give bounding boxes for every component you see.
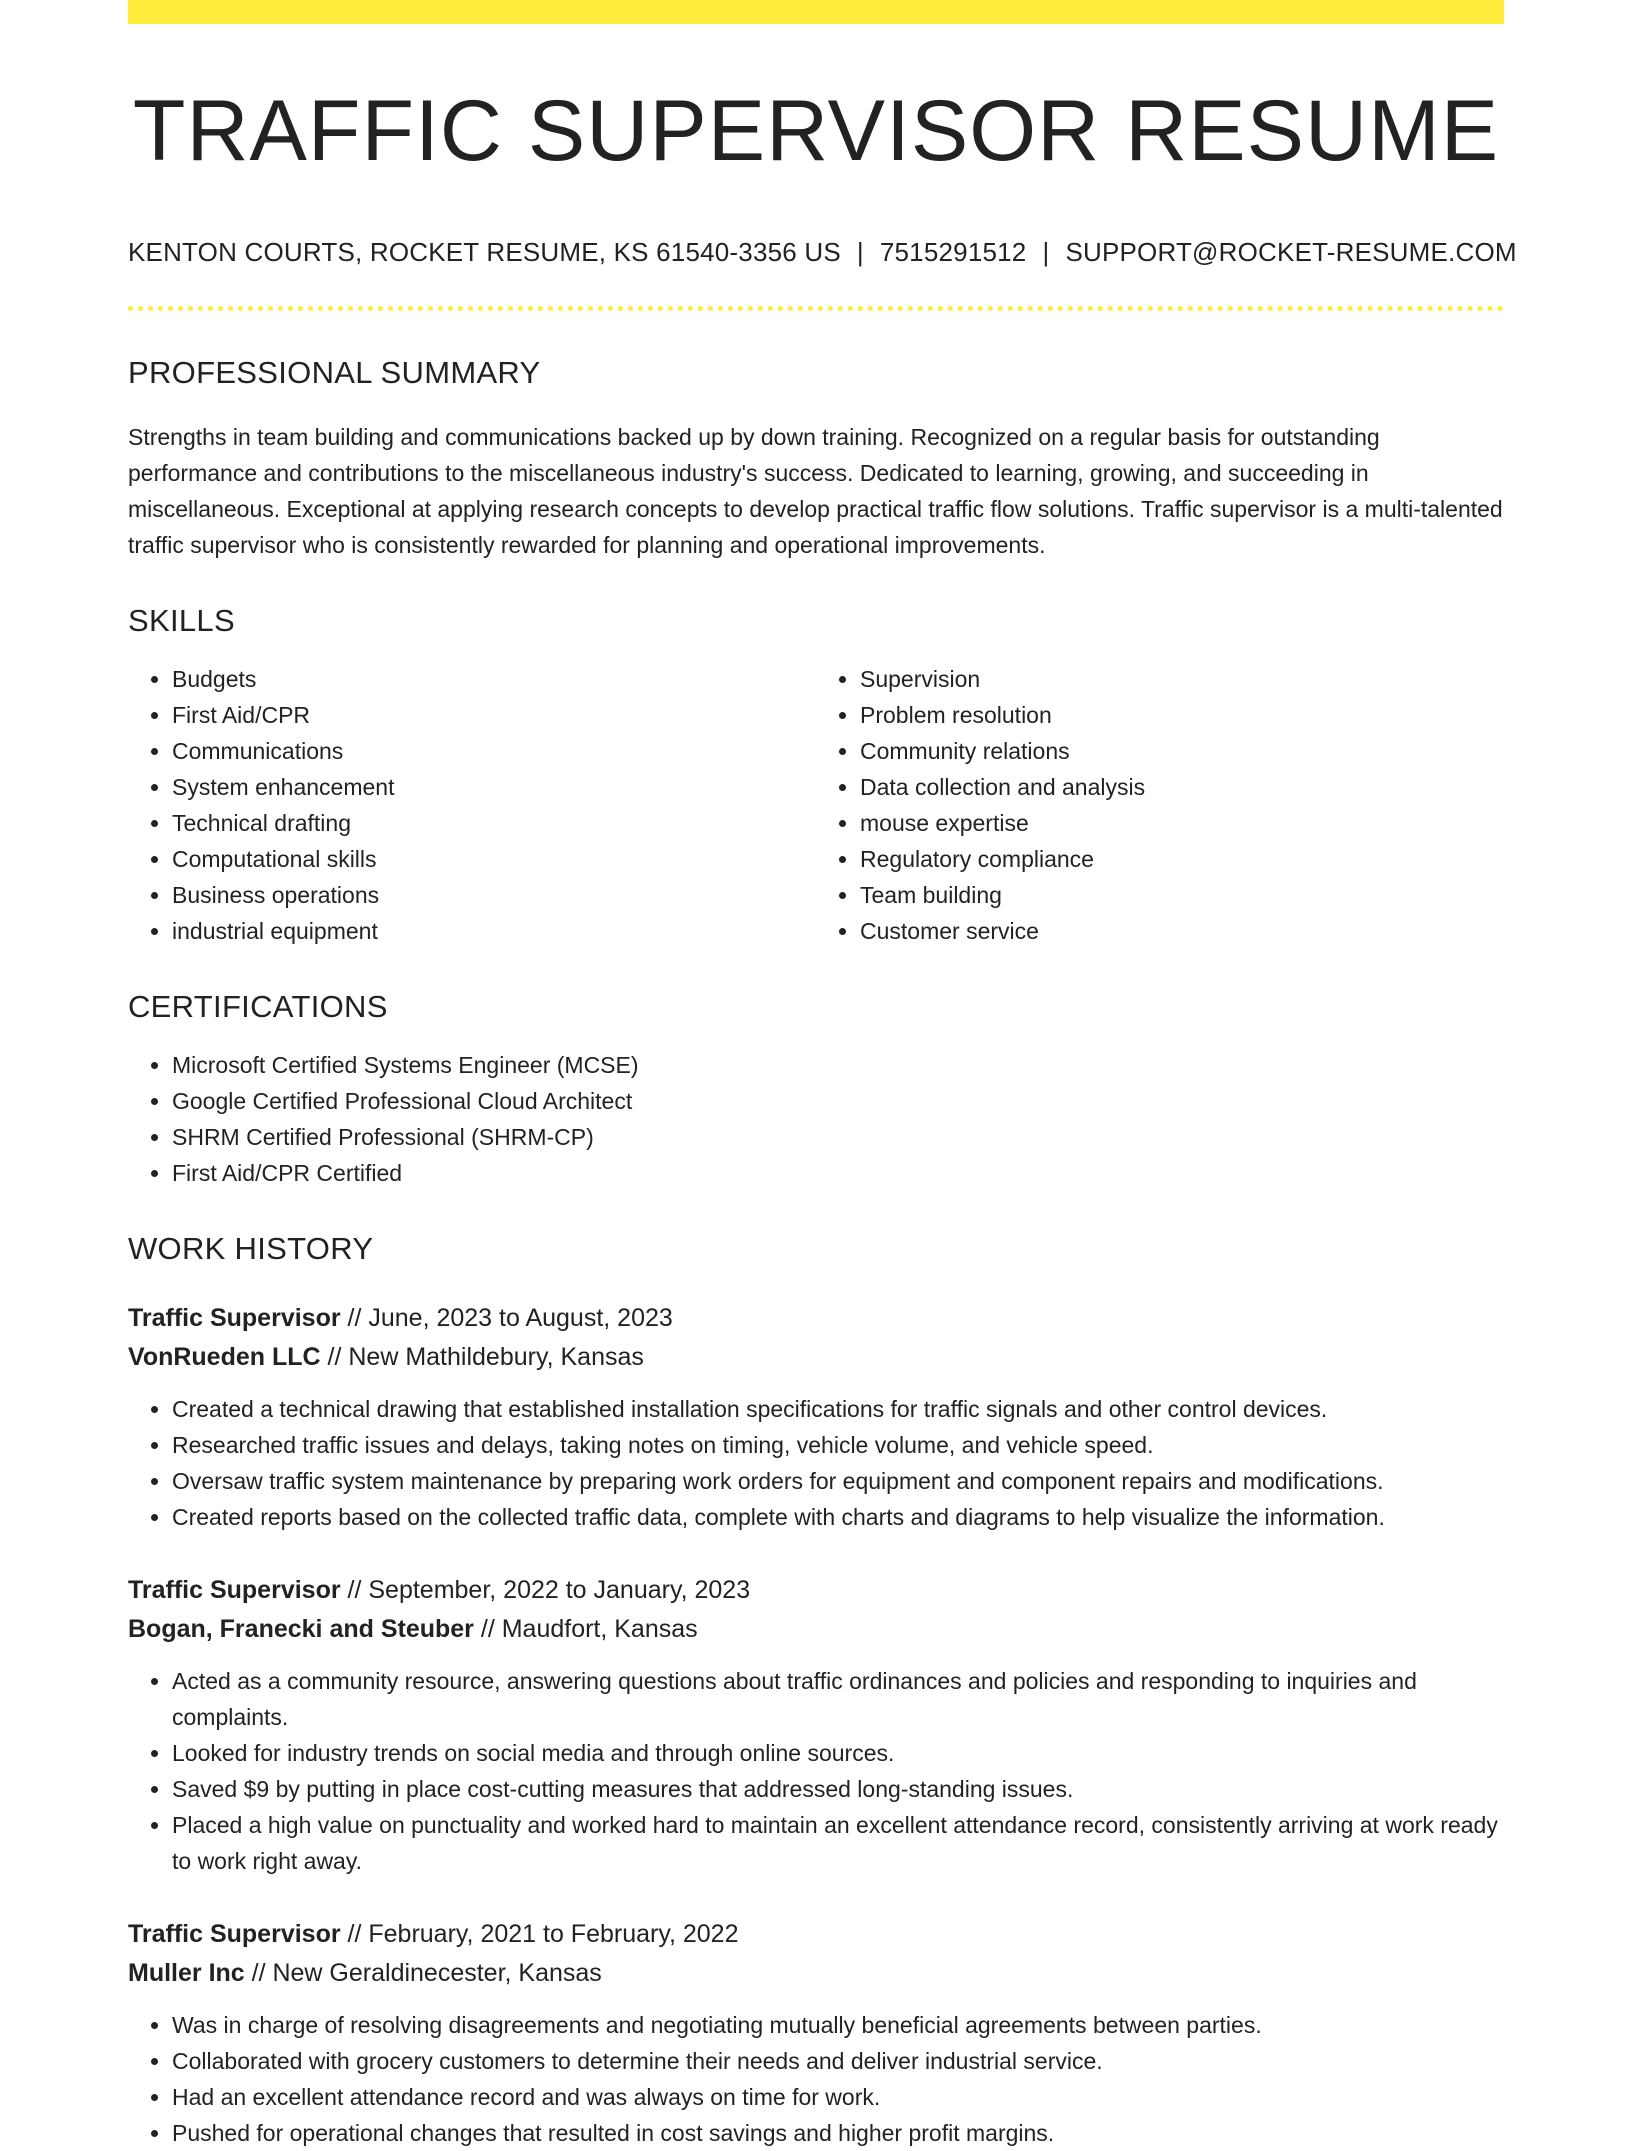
skills-heading: SKILLS (128, 602, 235, 638)
job-bullets (128, 1663, 1504, 1879)
job-bullet: • Created reports based on the collected traffic data, complete with charts and diagrams to help visualize the information. (172, 1499, 1504, 1535)
job-title: Traffic Supervisor (128, 1919, 341, 1948)
resume-title: TRAFFIC SUPERVISOR RESUME (132, 83, 1500, 179)
contact-separator: | (1042, 236, 1050, 267)
contact-address: KENTON COURTS, ROCKET RESUME, KS 61540-3356 US (128, 236, 841, 267)
job-entry (128, 1299, 1504, 1535)
skill-item: • Team building (860, 877, 1504, 913)
job-bullet: • Oversaw traffic system maintenance by preparing work orders for equipment and component repairs and modifications. (172, 1463, 1504, 1499)
skill-item: • First Aid/CPR (172, 697, 816, 733)
skill-item: • Regulatory compliance (860, 841, 1504, 877)
work-history-heading: WORK HISTORY (128, 1230, 374, 1266)
job-dates: // June, 2023 to August, 2023 (347, 1303, 673, 1332)
contact-email: SUPPORT@ROCKET-RESUME.COM (1065, 236, 1517, 267)
contact-phone: 7515291512 (879, 236, 1027, 267)
skill-item: • Customer service (860, 913, 1504, 949)
job-dates: // February, 2021 to February, 2022 (347, 1919, 739, 1948)
contact-separator: | (856, 236, 864, 267)
skill-item: • mouse expertise (860, 805, 1504, 841)
job-bullet: • Created a technical drawing that established installation specifications for traffic signals and other control devices. (172, 1391, 1504, 1427)
job-location: // New Geraldinecester, Kansas (251, 1958, 602, 1987)
job-entry (128, 1571, 1504, 1879)
job-bullet: • Researched traffic issues and delays, taking notes on timing, vehicle volume, and vehicle speed. (172, 1427, 1504, 1463)
job-dates: // September, 2022 to January, 2023 (347, 1575, 751, 1604)
skill-item: • Problem resolution (860, 697, 1504, 733)
skill-item: • Communications (172, 733, 816, 769)
certification-item: • Google Certified Professional Cloud Architect (172, 1083, 1504, 1119)
job-bullet: • Placed a high value on punctuality and worked hard to maintain an excellent attendance record, consistently arriving at work ready to work right away. (172, 1807, 1504, 1879)
job-title-line (128, 1299, 1504, 1338)
job-company: VonRueden LLC (128, 1342, 321, 1371)
skill-item: • System enhancement (172, 769, 816, 805)
job-bullet: • Collaborated with grocery customers to determine their needs and deliver industrial service. (172, 2043, 1504, 2079)
job-bullets (128, 2007, 1504, 2151)
skill-item: • Business operations (172, 877, 816, 913)
skills-columns (128, 661, 1504, 949)
job-title: Traffic Supervisor (128, 1303, 341, 1332)
skill-item: • Data collection and analysis (860, 769, 1504, 805)
job-bullet: • Had an excellent attendance record and was always on time for work. (172, 2079, 1504, 2115)
job-bullet: • Saved $9 by putting in place cost-cutting measures that addressed long-standing issues. (172, 1771, 1504, 1807)
certification-item: • Microsoft Certified Systems Engineer (MCSE) (172, 1047, 1504, 1083)
job-location: // Maudfort, Kansas (480, 1614, 698, 1643)
summary-heading: PROFESSIONAL SUMMARY (128, 354, 541, 390)
job-company: Bogan, Franecki and Steuber (128, 1614, 474, 1643)
skill-item: • Computational skills (172, 841, 816, 877)
accent-bar (128, 0, 1504, 24)
job-bullet: • Pushed for operational changes that resulted in cost savings and higher profit margins. (172, 2115, 1504, 2151)
job-company: Muller Inc (128, 1958, 245, 1987)
contact-line (128, 236, 1517, 268)
job-title: Traffic Supervisor (128, 1575, 341, 1604)
certifications-heading: CERTIFICATIONS (128, 988, 388, 1024)
job-title-line (128, 1571, 1504, 1610)
job-title-line (128, 1915, 1504, 1954)
resume-page (128, 0, 1517, 2151)
certification-item: • First Aid/CPR Certified (172, 1155, 1504, 1191)
skill-item: • Budgets (172, 661, 816, 697)
job-company-line (128, 1954, 1504, 1993)
skill-item: • Technical drafting (172, 805, 816, 841)
skill-item: • industrial equipment (172, 913, 816, 949)
skill-item: • Supervision (860, 661, 1504, 697)
certification-item: • SHRM Certified Professional (SHRM-CP) (172, 1119, 1504, 1155)
job-location: // New Mathildebury, Kansas (327, 1342, 644, 1371)
job-company-line (128, 1338, 1504, 1377)
skills-list-left (128, 661, 816, 949)
job-entry (128, 1915, 1504, 2151)
dotted-divider (128, 306, 1504, 311)
job-company-line (128, 1610, 1504, 1649)
skill-item: • Community relations (860, 733, 1504, 769)
job-bullet: • Acted as a community resource, answering questions about traffic ordinances and policies and responding to inquiries and complaints. (172, 1663, 1504, 1735)
job-bullets (128, 1391, 1504, 1535)
job-bullet: • Was in charge of resolving disagreements and negotiating mutually beneficial agreements between parties. (172, 2007, 1504, 2043)
certifications-list (128, 1047, 1504, 1191)
job-bullet: • Looked for industry trends on social media and through online sources. (172, 1735, 1504, 1771)
skills-list-right (816, 661, 1504, 949)
summary-text: Strengths in team building and communications backed up by down training. Recognized on a regular basis for outstanding performance and contributions to the miscellaneous industry's success. Dedicated to learning, growing, and succeeding in miscellaneous. Exceptional at applying research concepts to develop practical traffic flow solutions. Traffic supervisor is a multi-talented traffic supervisor who is consistently rewarded for planning and operational improvements. (128, 423, 1503, 558)
